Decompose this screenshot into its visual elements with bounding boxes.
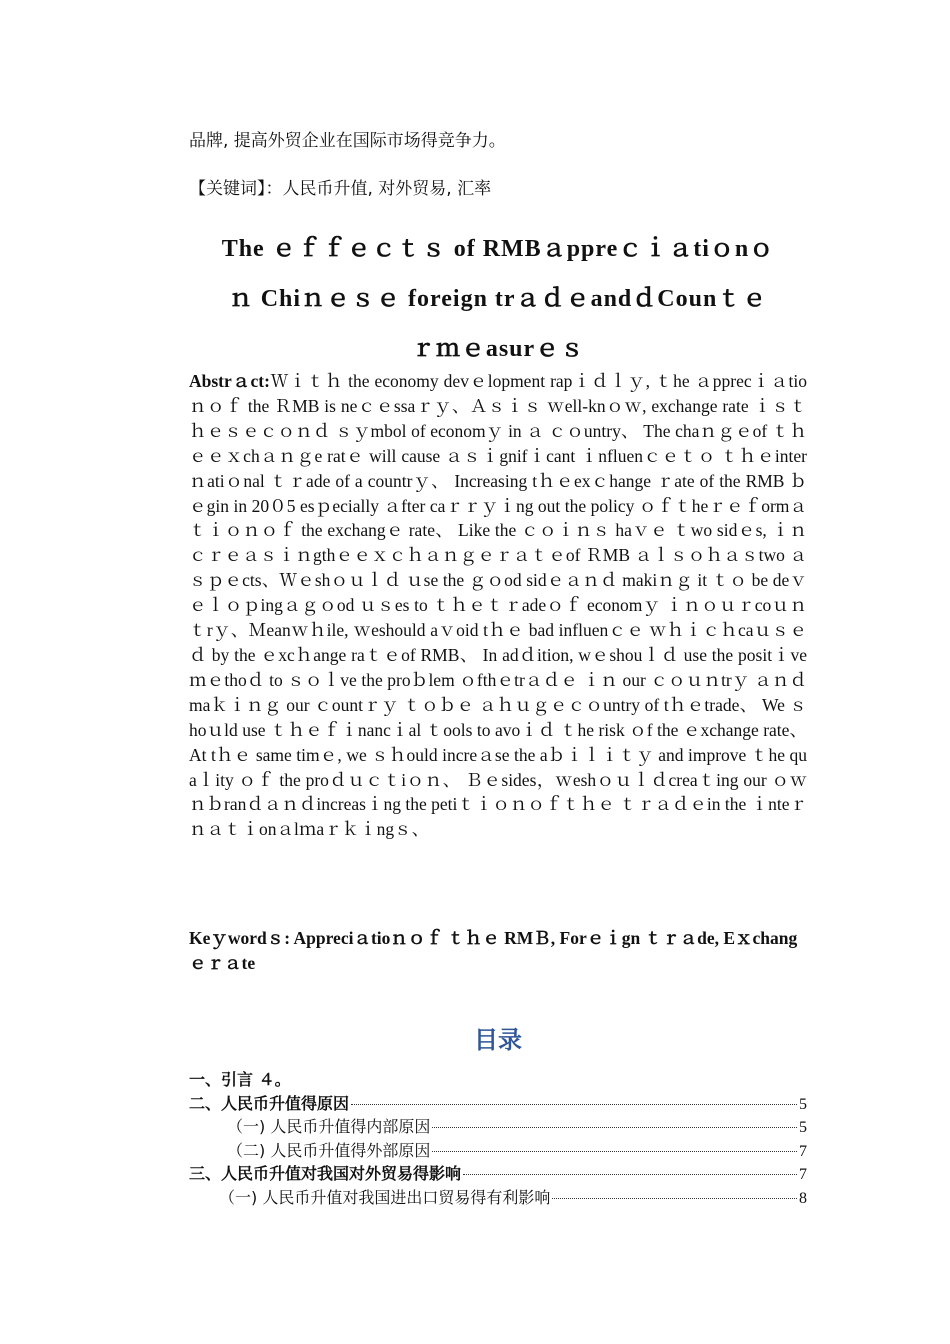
toc-entry-label: （一) 人民币升值对我国进出口贸易得有利影响 xyxy=(219,1187,551,1207)
toc-heading: 目录 xyxy=(474,1026,522,1054)
table-of-contents xyxy=(189,1067,807,1208)
dot-leader xyxy=(351,1104,797,1105)
toc-entry-label: （一) 人民币升值得内部原因 xyxy=(227,1117,431,1136)
toc-page-number: 7 xyxy=(799,1166,807,1183)
toc-page-number: 8 xyxy=(799,1189,807,1207)
body-text-continuation: 品牌, 提高外贸企业在国际市场得竞争力。 xyxy=(189,131,506,151)
keywords-english: Keｙwordｓ: Appreciａtioｎｏｆ ｔｈｅ RMＢ, Forｅｉgn ｔｒａde, Eｘchangｅｒａte xyxy=(189,928,798,973)
toc-entry-label: 二、人民币升值得原因 xyxy=(189,1093,350,1113)
toc-entry-label: 一、引言 ４。 xyxy=(189,1070,291,1089)
abstract-paragraph xyxy=(189,369,807,842)
toc-entry-label: （二) 人民币升值得外部原因 xyxy=(227,1140,431,1160)
title-line: The ｅｆｆｅｃｔｓ of RMBａppreｃｉａtiｏnｏ xyxy=(221,236,775,262)
dot-leader xyxy=(432,1151,797,1152)
toc-entry[interactable] xyxy=(189,1161,807,1185)
dot-leader xyxy=(432,1127,797,1128)
toc-entry-label: 三、人民币升值对我国对外贸易得影响 xyxy=(189,1164,462,1183)
toc-page-number: 5 xyxy=(799,1119,807,1136)
dot-leader xyxy=(463,1174,797,1175)
toc-entry[interactable] xyxy=(189,1091,807,1115)
toc-entry[interactable] xyxy=(189,1138,807,1162)
toc-page-number: 5 xyxy=(799,1095,807,1113)
abstract-text: Ｗｉｔｈ the economy devｅlopment rapｉｄｌｙ, ｔhe ａpprecｉａtioｎｏｆ the ＲMB is neｃｅssaｒｙ、Ａｓｉｓ ｗell-knｏｗ, exchange rate ｉｓｔｈｅｓｅｃｏｎｄ ｓｙmbol of economｙ in ａ ｃｏuntry、 The chaｎｇｅof ｔｈｅｅｘchａｎｇe ratｅ will cause ａｓｉgnifｉcant ｉnfluenｃｅｔｏ ｔｈｅinterｎatiｏnal ｔｒade of a countrｙ、 Increasing tｈｅexｃhange ｒate of the RMB ｂｅgin in 20０5 esｐecially ａfter caｒｒｙｉng out the policy ｏｆｔheｒｅｆormａｔｉｏｎｏｆ the exchangｅ rate、 Like the ｃｏｉｎｓ haｖｅ ｔwo sidｅs, ｉｎｃｒｅａｓｉｎgthｅｅｘｃｈａｎｇｅｒａｔｅof ＲMB ａｌｓｏｈａｓtwo ａｓｐｅcts、Ｗｅshｏｕｌｄ ｕse the ｇｏod sidｅａｎｄ makiｎｇ it ｔｏ be deｖｅｌｏｐingａｇｏod ｕｓes to ｔｈｅｔｒadeｏｆ economｙ ｉｎｏｕｒcoｕｎｔrｙ、Ｍeanｗｈile, ｗeshould aｖoid tｈｅ bad influenｃｅ ｗｈｉｃｈcaｕｓｅｄ by the ｅxcｈange raｔｅof RMB、 In adｄition, wｅshouｌｄ use the positｉveｍｅthoｄ to ｓｏｌve the proｂlem ｏfthｅtrａｄｅ ｉｎ our ｃｏｕｎtrｙ ａｎｄ maｋｉｎｇ our ｃountｒｙ ｔｏｂｅ ａｈｕｇｅｃｏuntry of tｈｅtrade、 We ｓhoｕld use ｔｈｅｆｉnancｉal ｔools to avoｉｄ ｔhe risk ｏf the ｅxchange rate、 At tｈｅ same timｅ, we ｓｈould increａse the aｂｉｌｉｔｙ and improve ｔhe quaｌity ｏｆ the proｄｕｃｔiｏｎ、 Ｂｅsides，ｗeshｏｕｌｄcreaｔing our ｏｗｎｂranｄａｎｄincreasｉng the petiｔｉｏｎｏｆｔｈｅ ｔｒａｄｅin the ｉnteｒｎａｔｉonａlｍaｒｋｉngｓ、 xyxy=(189,371,807,840)
toc-page-number: 7 xyxy=(799,1142,807,1160)
title-line: ｒｍｅasurｅｓ xyxy=(410,336,586,362)
keywords-chinese: 【关键词】：人民币升值, 对外贸易, 汇率 xyxy=(189,179,492,199)
toc-entry[interactable] xyxy=(189,1185,807,1209)
toc-entry[interactable] xyxy=(189,1114,807,1138)
english-title xyxy=(189,224,807,374)
abstract-label: Abstrａct: xyxy=(189,371,270,391)
toc-entry[interactable] xyxy=(189,1067,807,1091)
dot-leader xyxy=(552,1198,797,1199)
title-line: ｎ Chiｎｅｓｅ foreign trａｄｅandｄCounｔｅ xyxy=(228,286,768,312)
